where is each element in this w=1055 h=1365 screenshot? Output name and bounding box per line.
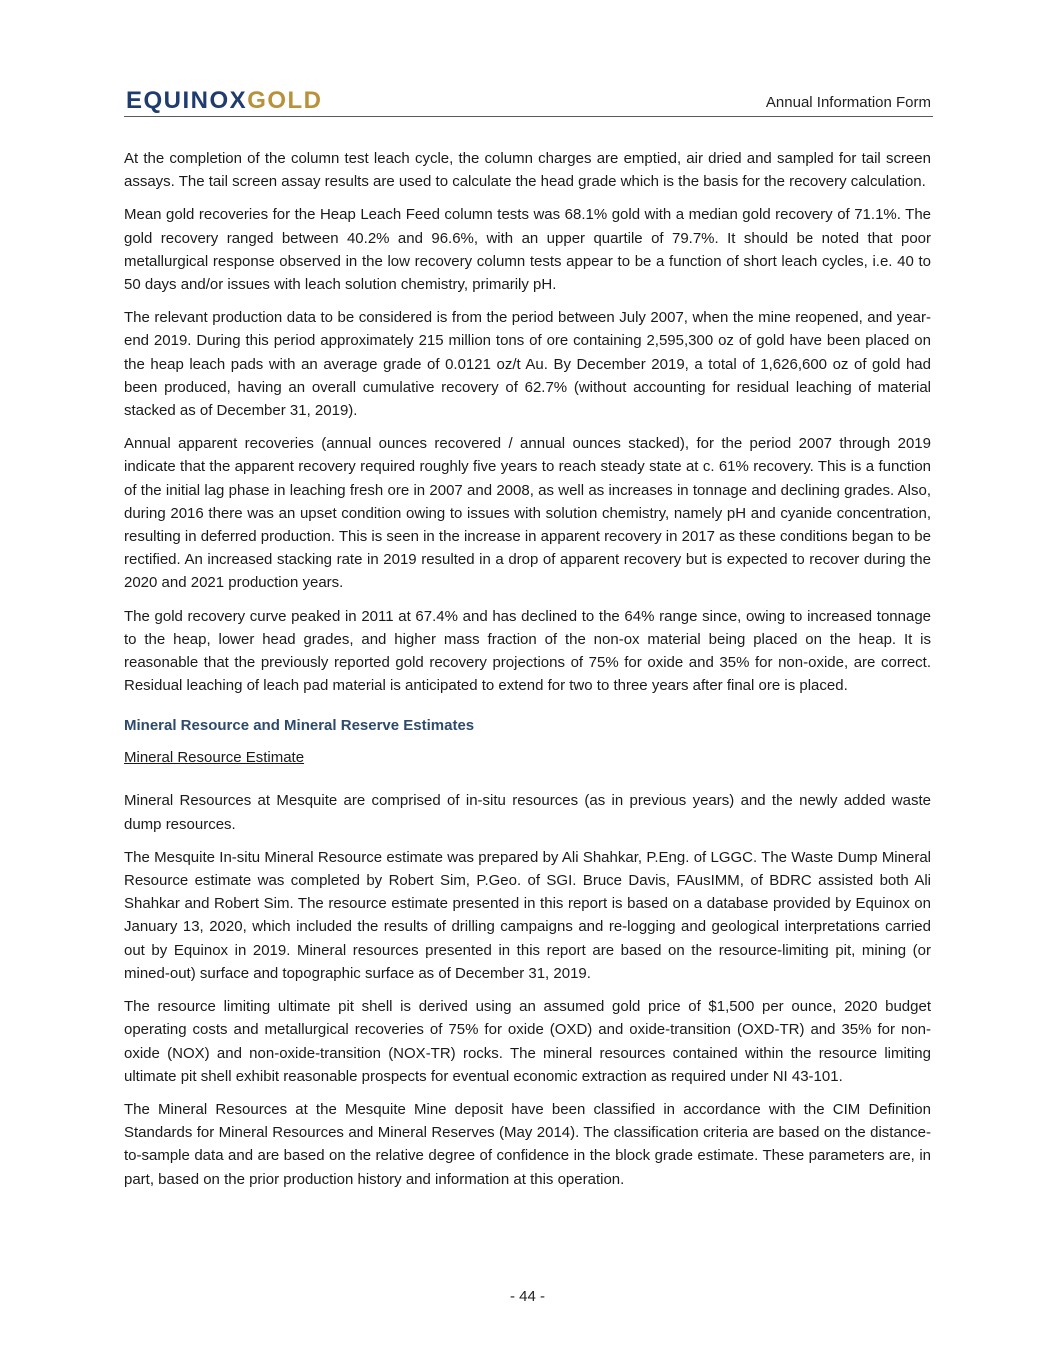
document-title: Annual Information Form xyxy=(765,94,931,111)
paragraph-classification: The Mineral Resources at the Mesquite Mine deposit have been classified in accordance with the CIM Definition Standards for Mineral Resources and Mineral Reserves (May 2014). The classification criteria are based on the distance-to-sample data and are based on the relative degree of confidence in the block grade estimate. These parameters are, in part, based on the prior production history and information at this operation. xyxy=(124,1100,931,1188)
paragraph-production-data: The relevant production data to be considered is from the period between July 2007, when the mine reopened, and year-end 2019. During this period approximately 215 million tons of ore containing 2,595,300 oz of gold have been placed on the heap leach pads with an average grade of 0.0121 oz/t Au. By December 2019, a total of 1,626,600 oz of gold had been produced, having an overall cumulative recovery of 62.7% (without accounting for residual leaching of material stacked as of December 31, 2019). xyxy=(124,309,931,420)
page-content xyxy=(124,147,931,1201)
company-logo xyxy=(126,88,323,114)
subsection-heading: Mineral Resource Estimate xyxy=(124,749,305,767)
paragraph-mean-recoveries: Mean gold recoveries for the Heap Leach Feed column tests was 68.1% gold with a median gold recovery of 71.1%. The gold recovery ranged between 40.2% and 96.6%, with an upper quartile of 79.7%. It should be noted that poor metallurgical response observed in the low recovery column tests appear to be a function of short leach cycles, i.e. 40 to 50 days and/or issues with leach solution chemistry, primarily pH. xyxy=(124,206,931,294)
paragraph-recovery-curve: The gold recovery curve peaked in 2011 at 67.4% and has declined to the 64% range since, owing to increased tonnage to the heap, lower head grades, and higher mass fraction of the non-ox material being placed on the heap. It is reasonable that the previously reported gold recovery projections of 75% for oxide and 35% for non-oxide, are correct. Residual leaching of leach pad material is anticipated to extend for two to three years after final ore is placed. xyxy=(124,607,931,695)
paragraph-estimate-preparation: The Mesquite In-situ Mineral Resource estimate was prepared by Ali Shahkar, P.Eng. of LGGC. The Waste Dump Mineral Resource estimate was completed by Robert Sim, P.Geo. of SGI. Bruce Davis, FAusIMM, of BDRC assisted both Ali Shahkar and Robert Sim. The resource estimate presented in this report is based on a database provided by Equinox on January 13, 2020, which included the results of drilling campaigns and re-logging and geological interpretations carried out by Equinox in 2019. Mineral resources presented in this report are based on the resource-limiting pit, mining (or mined-out) surface and topographic surface as of December 31, 2019. xyxy=(124,848,931,982)
section-heading: Mineral Resource and Mineral Reserve Estimates xyxy=(124,717,475,735)
paragraph-column-test: At the completion of the column test leach cycle, the column charges are emptied, air dried and sampled for tail screen assays. The tail screen assay results are used to calculate the head grade which is the basis for the recovery calculation. xyxy=(124,150,931,191)
paragraph-resources-intro: Mineral Resources at Mesquite are comprised of in-situ resources (as in previous years) and the newly added waste dump resources. xyxy=(124,792,931,833)
paragraph-pit-shell: The resource limiting ultimate pit shell is derived using an assumed gold price of $1,500 per ounce, 2020 budget operating costs and metallurgical recoveries of 75% for oxide (OXD) and oxide-transition (OXD-TR) and 35% for non-oxide (NOX) and non-oxide-transition (NOX-TR) rocks. The mineral resources contained within the resource limiting ultimate pit shell exhibit reasonable prospects for eventual economic extraction as required under NI 43-101. xyxy=(124,998,931,1085)
logo-text-equinox: EQUINOX xyxy=(126,87,248,114)
page-header xyxy=(124,88,933,117)
paragraph-apparent-recoveries: Annual apparent recoveries (annual ounces recovered / annual ounces stacked), for the period 2007 through 2019 indicate that the apparent recovery required roughly five years to reach steady state at c. 61% recovery. This is a function of the initial lag phase in leaching fresh ore in 2007 and 2008, as well as increases in tonnage and declining grades. Also, during 2016 there was an upset condition owing to issues with solution chemistry, namely pH and cyanide concentration, resulting in deferred production. This is seen in the increase in apparent recovery in 2017 as these conditions began to be rectified. An increased stacking rate in 2019 resulted in a drop of apparent recovery but is expected to recover during the 2020 and 2021 production years. xyxy=(124,435,931,592)
page-number: - 44 - xyxy=(509,1288,545,1305)
logo-text-gold: GOLD xyxy=(247,87,323,114)
